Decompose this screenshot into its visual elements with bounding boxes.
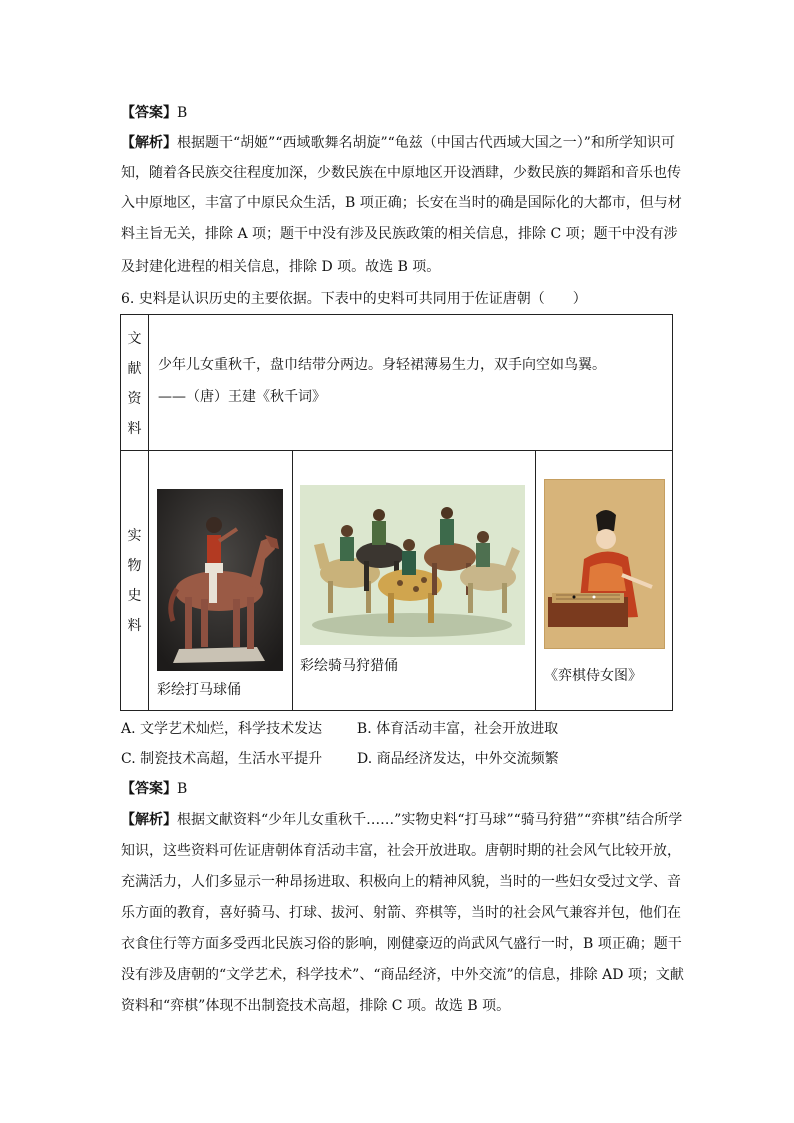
artifact-cell-polo <box>149 451 293 711</box>
q6-analysis-line: 没有涉及唐朝的“文学艺术，科学技术”、“商品经济，中外交流”的信息，排除 AD 项；文献 <box>121 967 684 983</box>
option-row <box>121 719 558 739</box>
q5-answer: 【答案】B <box>121 105 188 121</box>
q6-analysis-line: 资料和“弈棋”体现不出制瓷技术高超，排除 C 项。故选 B 项。 <box>121 998 511 1014</box>
q5-analysis-line: 入中原地区，丰富了中原民众生活，B 项正确；长安在当时的确是国际化的大都市，但与材 <box>121 195 682 211</box>
q6-analysis-line: 【解析】根据文献资料“少年儿女重秋千……”实物史料“打马球”“骑马狩猎”“弈棋”结合所学 <box>121 812 683 828</box>
q6-analysis-line: 乐方面的教育，喜好骑马、打球、拔河、射箭、弈棋等，当时的社会风气兼容并包，他们在 <box>121 905 681 921</box>
artifact-cell-hunting <box>293 451 536 711</box>
poem-text: 少年儿女重秋千，盘巾结带分两边。身轻裙薄易生力，双手向空如鸟翼。 <box>158 357 606 373</box>
q5-analysis-line: 【解析】根据题干“胡姬”“西域歌舞名胡旋”“龟兹（中国古代西域大国之一）”和所学知识可 <box>121 135 675 151</box>
q6-analysis-line: 充满活力，人们多显示一种昂扬进取、积极向上的精神风貌，当时的一些妇女受过文学、音 <box>121 874 681 890</box>
caption-hunting: 彩绘骑马狩猎俑 <box>300 658 398 674</box>
row-label-documents: 文 献 资 料 <box>121 315 149 451</box>
polo-figurine-image <box>157 489 283 671</box>
hunting-figurines-image <box>300 485 525 645</box>
option-b: B. 体育活动丰富，社会开放进取 <box>356 721 559 737</box>
option-c: C. 制瓷技术高超，生活水平提升 <box>121 751 323 767</box>
artifact-cell-weiqi <box>536 451 673 711</box>
source-table <box>120 314 673 711</box>
option-d: D. 商品经济发达，中外交流频繁 <box>357 751 559 767</box>
q6-analysis-line: 知识，这些资料可佐证唐朝体育活动丰富，社会开放进取。唐朝时期的社会风气比较开放， <box>121 843 681 859</box>
option-row <box>121 749 559 769</box>
q5-analysis-line: 及封建化进程的相关信息，排除 D 项。故选 B 项。 <box>121 259 441 275</box>
q6-stem: 6. 史料是认识历史的主要依据。下表中的史料可共同用于佐证唐朝（ ） <box>121 291 587 307</box>
q5-analysis-line: 知，随着各民族交往程度加深，少数民族在中原地区开设酒肆，少数民族的舞蹈和音乐也传 <box>121 165 681 181</box>
row-label-artifacts: 实 物 史 料 <box>121 451 149 711</box>
q6-analysis-line: 衣食住行等方面多受西北民族习俗的影响，刚健豪迈的尚武风气盛行一时，B 项正确；题干 <box>121 936 682 952</box>
document-source-cell <box>149 315 673 451</box>
caption-weiqi: 《弈棋侍女图》 <box>544 668 642 684</box>
option-a: A. 文学艺术灿烂，科学技术发达 <box>121 721 323 737</box>
poem-source: ——（唐）王建《秋千词》 <box>158 389 326 405</box>
weiqi-painting-image <box>544 479 665 649</box>
q5-analysis-line: 料主旨无关，排除 A 项；题干中没有涉及民族政策的相关信息，排除 C 项；题干中没有涉 <box>121 226 678 242</box>
caption-polo: 彩绘打马球俑 <box>157 682 241 698</box>
q6-answer: 【答案】B <box>121 781 188 797</box>
